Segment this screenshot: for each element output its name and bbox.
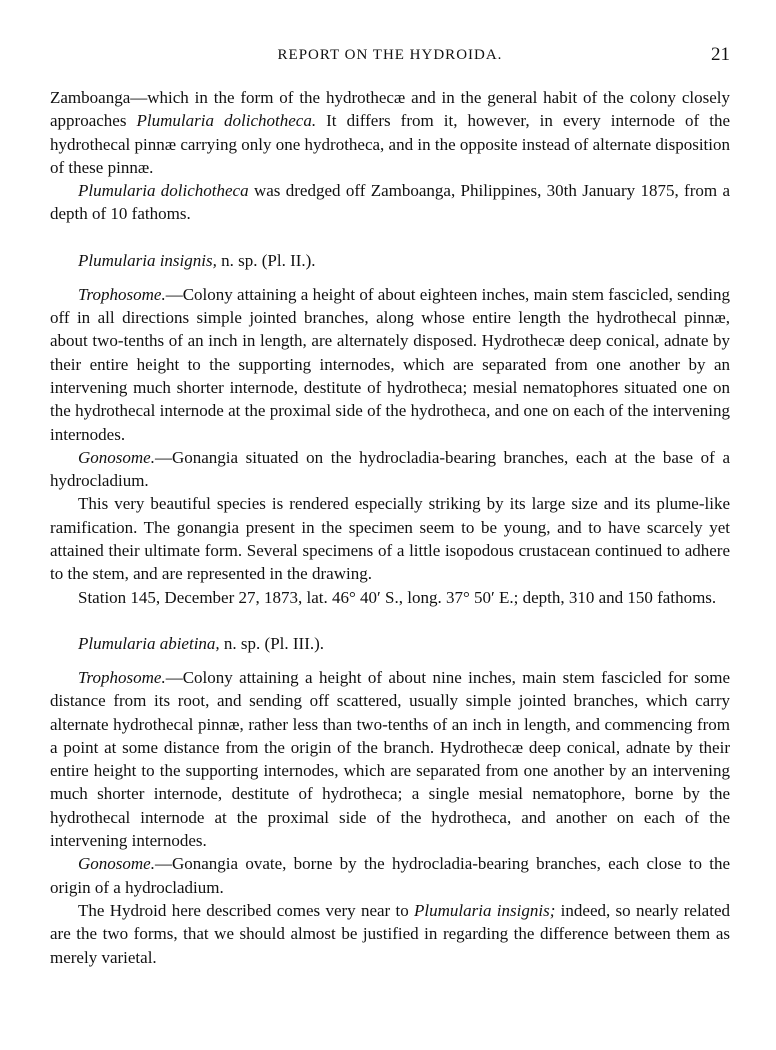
- page-number: 21: [711, 44, 730, 65]
- taxon-name: Plumularia insignis;: [414, 900, 556, 920]
- locality-paragraph: Plumularia dolichotheca was dredged off Zamboanga, Philippines, 30th January 1875, from a depth of 10 fathoms.: [50, 181, 730, 224]
- species-heading-abietina: Plumularia abietina, n. sp. (Pl. III.).: [78, 633, 325, 653]
- species-heading-insignis: Plumularia insignis, n. sp. (Pl. II.).: [78, 250, 316, 270]
- taxon-name: Plumularia dolichotheca.: [136, 111, 317, 131]
- section-gap: [50, 226, 730, 249]
- trophosome-paragraph: Trophosome.—Colony attaining a height of about eighteen inches, main stem fascicled, sending off in all directions simple jointed branches, along whose entire length the hydrothecal pinnæ, about two-tenths of an inch in length, are alternately disposed. Hydrothecæ deep conical, adnate by their entire height to the supporting internodes, which are separated from one another by an intervening much shorter internode, destitute of hydrotheca; mesial nematophores situated one on the hydrothecal internode at the proximal side of the hydrotheca, and one on each of the intervening internodes.: [50, 284, 730, 444]
- running-header: [50, 44, 730, 72]
- trophosome-label: Trophosome.: [78, 284, 166, 304]
- intro-paragraph: Zamboanga—which in the form of the hydrothecæ and in the general habit of the colony closely approaches Plumularia dolichotheca. It differs from it, however, in every internode of the hydrothecal pinnæ carrying only one hydrotheca, and in the opposite instead of alternate disposition of these pinnæ.: [50, 88, 730, 177]
- gonosome-paragraph: Gonosome.—Gonangia situated on the hydrocladia-bearing branches, each at the base of a hydrocladium.: [50, 447, 730, 491]
- trophosome-label: Trophosome.: [78, 667, 166, 687]
- remarks-paragraph: This very beautiful species is rendered especially striking by its large size and its plume-like ramification. The gonangia present in the specimen seem to be young, and to have scarcely yet attained their ultimate form. Several specimens of a little isopodous crustacean continued to adhere to the stem, and are represented in the drawing.: [50, 494, 730, 584]
- running-title: REPORT ON THE HYDROIDA.: [277, 47, 503, 63]
- gonosome-label: Gonosome.: [78, 854, 155, 874]
- remarks-paragraph: The Hydroid here described comes very near to Plumularia insignis; indeed, so nearly related are the two forms, that we should almost be justified in regarding the difference between them as merely varietal.: [50, 900, 730, 967]
- gonosome-label: Gonosome.: [78, 447, 155, 467]
- section-gap: [50, 609, 730, 632]
- page-body: [50, 86, 730, 969]
- station-paragraph: Station 145, December 27, 1873, lat. 46° 40′ S., long. 37° 50′ E.; depth, 310 and 150 fathoms.: [78, 587, 717, 607]
- taxon-name: Plumularia dolichotheca: [78, 181, 249, 201]
- trophosome-paragraph: Trophosome.—Colony attaining a height of about nine inches, main stem fascicled for some distance from its root, and sending off scattered, usually simple jointed branches, which carry alternate hydrothecal pinnæ, rather less than two-tenths of an inch in length, and commencing from a point at some distance from the origin of the branch. Hydrothecæ deep conical, adnate by their entire height to the supporting internodes, which are separated from one another by an intervening much shorter internode, destitute of hydrotheca; a single mesial nematophore, borne by the hydrothecal internode at the proximal side of the hydrotheca, and another on each of the intervening internodes.: [50, 667, 730, 851]
- gonosome-paragraph: Gonosome.—Gonangia ovate, borne by the hydrocladia-bearing branches, each close to the origin of a hydrocladium.: [50, 854, 730, 897]
